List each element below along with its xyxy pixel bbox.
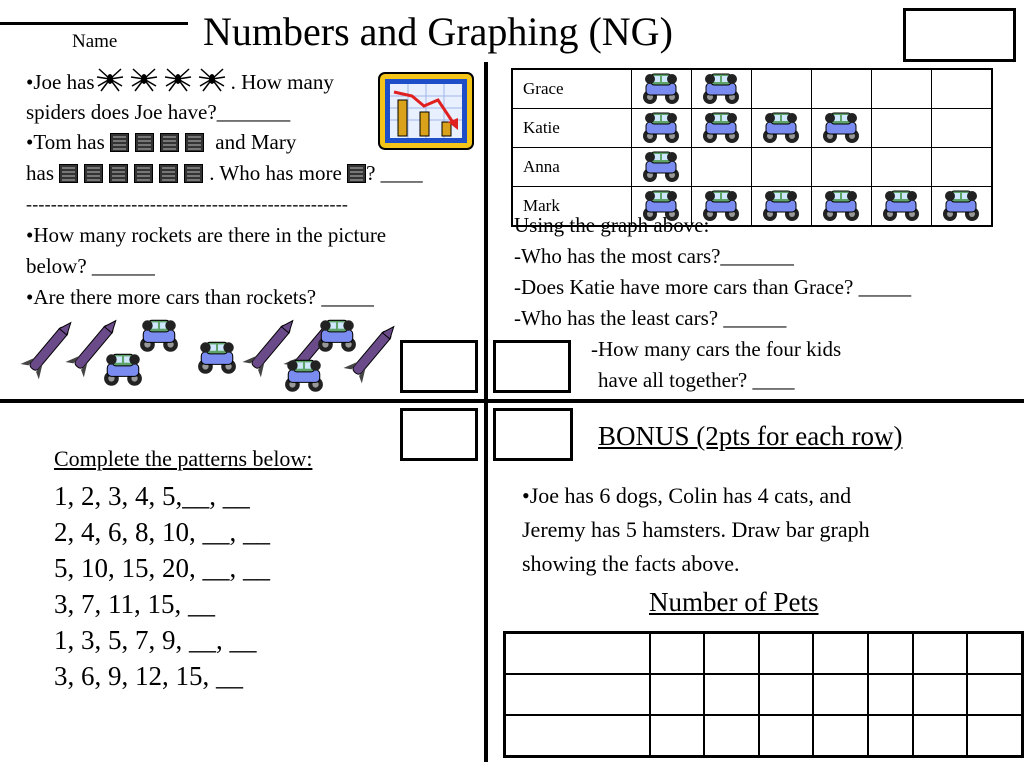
pattern-line: 3, 7, 11, 15, __: [54, 589, 215, 619]
empty-cell: [811, 148, 871, 187]
pets-grid-cell[interactable]: [967, 715, 1022, 757]
spider-icon: [129, 70, 159, 94]
pattern-line: 1, 2, 3, 4, 5,__, __: [54, 481, 250, 511]
pets-grid-cell[interactable]: [868, 633, 913, 675]
score-box-q-right[interactable]: [493, 340, 571, 393]
most-cars-question: -Who has the most cars?_______: [514, 244, 794, 268]
pictograph-name: Katie: [512, 109, 631, 148]
pets-grid-cell[interactable]: [650, 715, 704, 757]
least-cars-question: -Who has the least cars? ______: [514, 306, 787, 330]
pets-grid-cell[interactable]: [759, 674, 813, 715]
pets-grid-cell[interactable]: [913, 633, 967, 675]
pets-grid-cell[interactable]: [967, 674, 1022, 715]
empty-cell: [931, 148, 992, 187]
car-icon: [283, 356, 325, 396]
rocket-question-line1: •How many rockets are there in the picture: [26, 223, 387, 247]
block-icon: [109, 161, 128, 185]
car-icon: [931, 187, 992, 227]
pets-grid-cell[interactable]: [868, 715, 913, 757]
block-icon: [347, 161, 366, 185]
bonus-text: •Joe has 6 dogs, Colin has 4 cats, and Jeremy has 5 hamsters. Draw bar graph showing the facts above.: [522, 483, 870, 576]
car-icon: [138, 316, 180, 356]
spider-question: •Joe has . How many: [26, 70, 334, 94]
score-box-header[interactable]: [903, 8, 1016, 62]
pets-grid-cell[interactable]: [650, 633, 704, 675]
spider-icons: [95, 70, 231, 94]
pattern-line: 5, 10, 15, 20, __, __: [54, 553, 270, 583]
car-icon: [691, 109, 751, 148]
name-label: Name: [72, 31, 118, 52]
horizontal-divider: [0, 399, 1024, 403]
pictograph-row: [512, 148, 992, 187]
pets-grid-cell[interactable]: [913, 674, 967, 715]
tom-question: •Tom has and Mary: [26, 130, 297, 154]
spider-icon: [95, 70, 125, 94]
pattern-line: 2, 4, 6, 8, 10, __, __: [54, 517, 270, 547]
pictograph-row: [512, 109, 992, 148]
rocket-question-line2: below? ______: [26, 254, 155, 278]
spider-icon: [197, 70, 227, 94]
empty-cell: [931, 69, 992, 109]
block-icon: [110, 130, 129, 154]
pets-grid-cell[interactable]: [704, 633, 758, 675]
mary-question: has . Who has more ? ____: [26, 161, 423, 185]
pets-grid-cell[interactable]: [813, 633, 867, 675]
pattern-line: 1, 3, 5, 7, 9, __, __: [54, 625, 257, 655]
block-icon: [135, 130, 154, 154]
empty-cell: [871, 148, 931, 187]
pattern-list: [54, 478, 270, 694]
pets-grid-cell[interactable]: [868, 674, 913, 715]
car-icon: [691, 69, 751, 109]
score-box-patterns[interactable]: [400, 408, 478, 461]
empty-cell: [931, 109, 992, 148]
pets-grid-row: [505, 674, 1023, 715]
pattern-line: 3, 6, 9, 12, 15, __: [54, 661, 243, 691]
pets-grid-cell[interactable]: [704, 715, 758, 757]
car-icon: [102, 350, 144, 390]
car-icon: [316, 316, 358, 356]
spider-icon: [163, 70, 193, 94]
car-pictograph: [511, 68, 993, 227]
pets-grid-cell[interactable]: [813, 674, 867, 715]
block-icon: [185, 130, 204, 154]
pets-grid-cell[interactable]: [759, 633, 813, 675]
empty-cell: [691, 148, 751, 187]
pets-graph-grid[interactable]: [503, 631, 1024, 758]
total-cars-question-line2: have all together? ____: [598, 368, 795, 392]
car-icon: [811, 187, 871, 227]
empty-cell: [811, 69, 871, 109]
page-title: Numbers and Graphing (NG): [203, 9, 673, 54]
pets-grid-cell[interactable]: [913, 715, 967, 757]
graph-instruction: Using the graph above:: [514, 213, 710, 237]
block-icon: [59, 161, 78, 185]
pictograph-row: [512, 69, 992, 109]
pictograph-name: Mark: [512, 187, 631, 227]
patterns-heading: Complete the patterns below:: [54, 446, 313, 471]
pets-grid-cell[interactable]: [704, 674, 758, 715]
car-icon: [871, 187, 931, 227]
total-cars-question: -How many cars the four kids: [591, 337, 842, 361]
empty-cell: [751, 148, 811, 187]
score-box-q-left[interactable]: [400, 340, 478, 393]
block-icon: [160, 130, 179, 154]
car-icon: [196, 338, 238, 378]
empty-cell: [751, 69, 811, 109]
block-icon: [134, 161, 153, 185]
vertical-divider: [484, 62, 488, 762]
chart-clipart-icon: [378, 72, 474, 155]
name-line: [0, 22, 188, 25]
block-icon: [184, 161, 203, 185]
car-icon: [631, 148, 691, 187]
pets-grid-cell[interactable]: [650, 674, 704, 715]
car-icon: [811, 109, 871, 148]
mary-block-icons: [59, 161, 209, 185]
car-icon: [631, 109, 691, 148]
block-icon: [84, 161, 103, 185]
pets-grid-row: [505, 633, 1023, 675]
pictograph-name: Grace: [512, 69, 631, 109]
empty-cell: [871, 109, 931, 148]
pets-graph-title: Number of Pets: [649, 587, 819, 617]
pets-grid-cell[interactable]: [759, 715, 813, 757]
spider-question-line2: spiders does Joe have?_______: [26, 100, 291, 124]
score-box-bonus[interactable]: [493, 408, 573, 461]
empty-cell: [871, 69, 931, 109]
dashed-divider: ----------------------------------------------------: [26, 194, 349, 214]
pets-grid-cell[interactable]: [505, 715, 650, 757]
car-icon: [751, 109, 811, 148]
bonus-heading: BONUS (2pts for each row): [598, 421, 903, 451]
tom-block-icons: [110, 130, 210, 154]
pets-grid-row: [505, 715, 1023, 757]
cars-vs-rockets-question: •Are there more cars than rockets? _____: [26, 285, 374, 309]
car-icon: [751, 187, 811, 227]
pets-grid-cell[interactable]: [813, 715, 867, 757]
pets-grid-cell[interactable]: [505, 633, 650, 675]
pets-grid-cell[interactable]: [967, 633, 1022, 675]
katie-grace-question: -Does Katie have more cars than Grace? _____: [514, 275, 912, 299]
block-icon: [159, 161, 178, 185]
pets-grid-cell[interactable]: [505, 674, 650, 715]
pictograph-name: Anna: [512, 148, 631, 187]
car-icon: [631, 69, 691, 109]
